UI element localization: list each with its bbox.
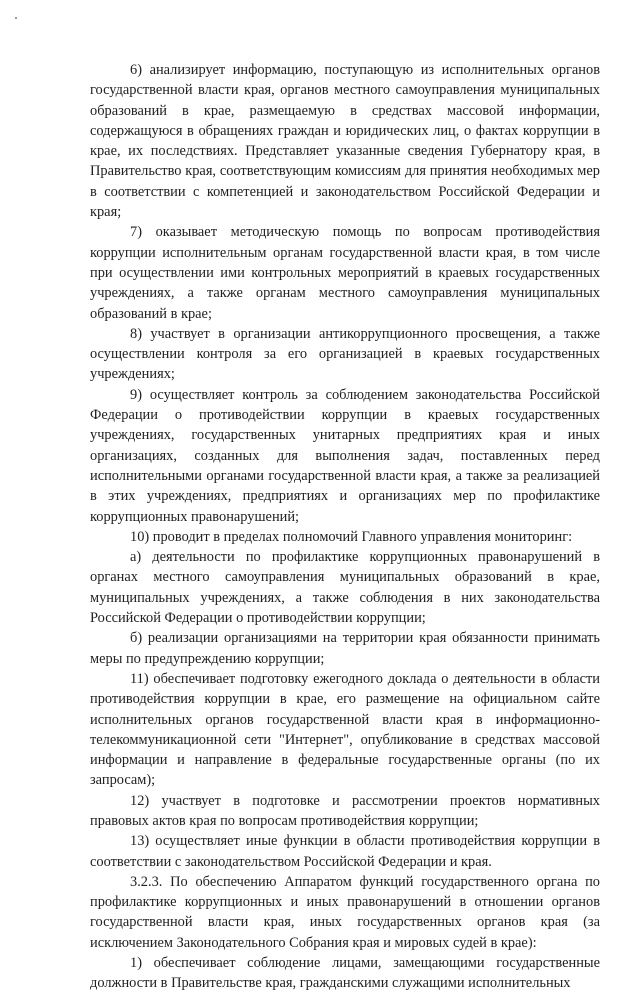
paragraph-item-8: 8) участвует в организации антикоррупционного просвещения, а также осуществлении контроля за его организацией в краевых государственных учреждениях; xyxy=(90,325,600,383)
paragraph-item-12: 12) участвует в подготовке и рассмотрении проектов нормативных правовых актов края по вопросам противодействия коррупции; xyxy=(90,792,600,829)
paragraph-item-10: 10) проводит в пределах полномочий Главного управления мониторинг: xyxy=(130,528,573,545)
paragraph-item-10b: б) реализации организациями на территории края обязанности принимать меры по предупреждению коррупции; xyxy=(90,630,600,667)
paragraph-item-9: 9) осуществляет контроль за соблюдением законодательства Российской Федерации о противодействии коррупции в краевых государственных учреждениях, государственных унитарных предприятиях края и иных организациях, созданных для выполнения задач, поставленных перед исполнительными органами государственной власти края, а также за реализацией в этих учреждениях, предприятиях и организациях мер по профилактике коррупционных правонарушений; xyxy=(90,386,600,525)
paragraph-item-7: 7) оказывает методическую помощь по вопросам противодействия коррупции исполнительным органам государственной власти края, в том числе при осуществлении ими контрольных мероприятий в краевых государственных учреждениях, а также органам местного самоуправления муниципальных образований в крае; xyxy=(90,224,600,322)
document-body xyxy=(90,60,600,994)
paragraph-item-6: 6) анализирует информацию, поступающую из исполнительных органов государственной власти края, органов местного самоуправления муниципальных образований в крае, размещаемую в средствах массовой информации, содержащуюся в обращениях граждан и юридических лиц, о фактах коррупции в крае, их последствиях. Представляет указанные сведения Губернатору края, в Правительство края, соответствующим комиссиям для принятия необходимых мер в соответствии с компетенцией и законодательством Российской Федерации и края; xyxy=(90,62,600,221)
paragraph-item-10a: а) деятельности по профилактике коррупционных правонарушений в органах местного самоуправления муниципальных образований в крае, муниципальных учреждениях, а также соблюдения в них законодательства Российской Федерации о противодействии коррупции; xyxy=(90,549,600,627)
scan-speck xyxy=(15,17,17,19)
paragraph-item-11: 11) обеспечивает подготовку ежегодного доклада о деятельности в области противодействия коррупции в крае, его размещение на официальном сайте исполнительных органов государственной власти края в информационно-телекоммуникационной сети "Интернет", опубликование в средствах массовой информации и направление в федеральные государственные органы (по их запросам); xyxy=(90,670,600,789)
paragraph-item-1: 1) обеспечивает соблюдение лицами, замещающими государственные должности в Правительстве края, гражданскими служащими исполнительных xyxy=(90,955,600,992)
paragraph-item-13: 13) осуществляет иные функции в области противодействия коррупции в соответствии с законодательством Российской Федерации и края. xyxy=(90,833,600,870)
paragraph-section-3-2-3: 3.2.3. По обеспечению Аппаратом функций государственного органа по профилактике коррупционных и иных правонарушений в отношении органов государственной власти края, иных государственных органов края (за исключением Законодательного Собрания края и мировых судей в крае): xyxy=(90,873,600,951)
